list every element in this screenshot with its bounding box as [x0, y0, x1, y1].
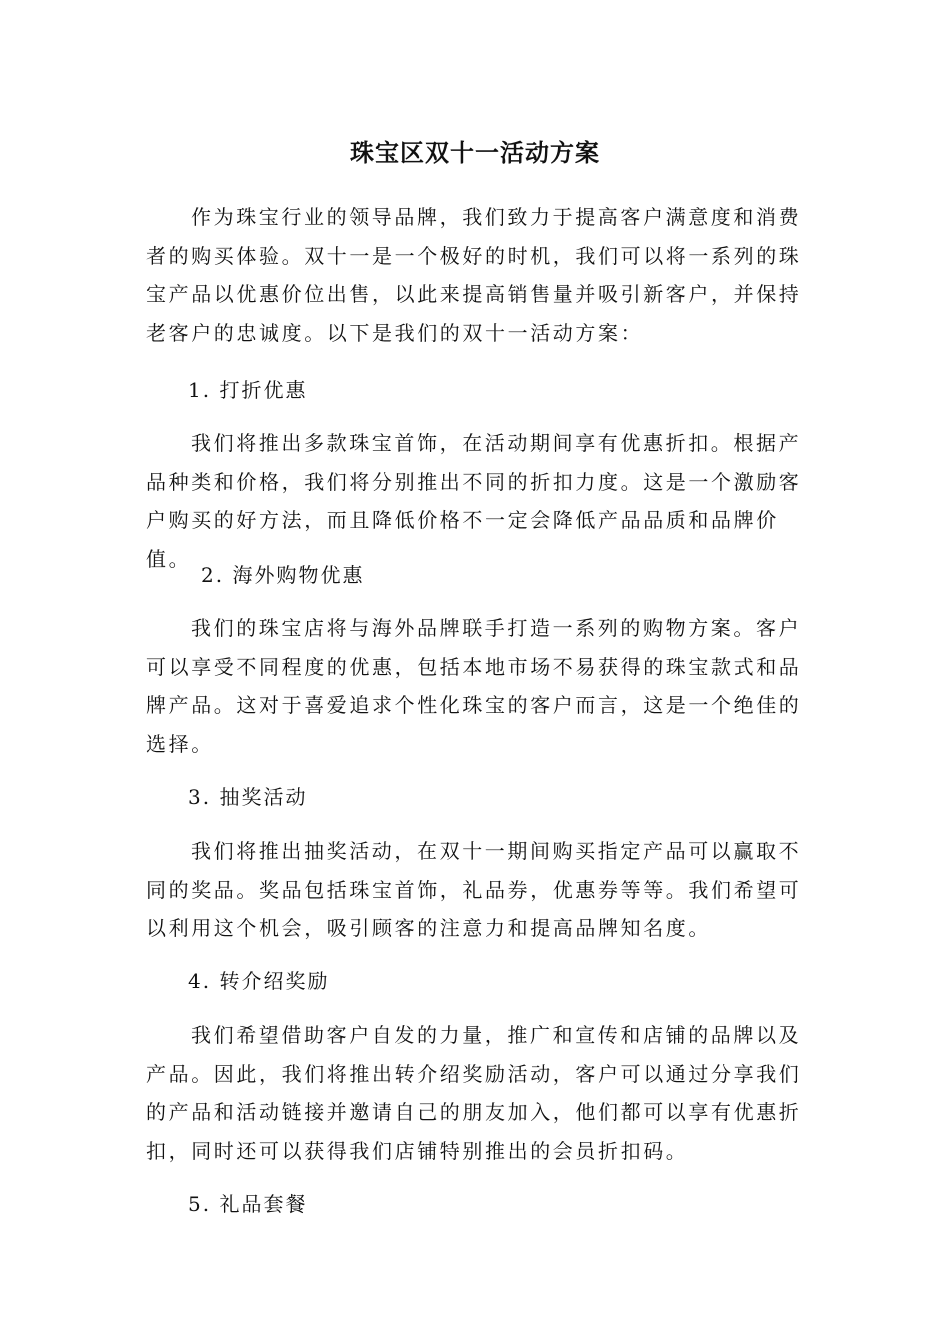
- intro-text: 作为珠宝行业的领导品牌，我们致力于提高客户满意度和消费者的购买体验。双十一是一个极好的时机，我们可以将一系列的珠宝产品以优惠价位出售，以此来提高销售量并吸引新客户，并保持老客户的忠诚度。以下是我们的双十一活动方案：: [146, 205, 802, 345]
- section-heading-gift-package: 5. 礼品套餐: [188, 1192, 308, 1216]
- section-body-discount: [146, 424, 806, 578]
- intro-paragraph: [146, 198, 806, 352]
- section-text: 我们的珠宝店将与海外品牌联手打造一系列的购物方案。客户可以享受不同程度的优惠，包括本地市场不易获得的珠宝款式和品牌产品。这对于喜爱追求个性化珠宝的客户而言，这是一个绝佳的选择。: [146, 616, 802, 756]
- section-body-overseas: [146, 609, 806, 763]
- section-heading-lottery: 3. 抽奖活动: [188, 785, 308, 809]
- section-heading-overseas: 2. 海外购物优惠: [201, 563, 365, 587]
- section-text: 我们希望借助客户自发的力量，推广和宣传和店铺的品牌以及产品。因此，我们将推出转介绍奖励活动，客户可以通过分享我们的产品和活动链接并邀请自己的朋友加入，他们都可以享有优惠折扣，同时还可以获得我们店铺特别推出的会员折扣码。: [146, 1023, 802, 1163]
- section-heading-referral: 4. 转介绍奖励: [188, 969, 330, 993]
- section-text: 我们将推出抽奖活动，在双十一期间购买指定产品可以赢取不同的奖品。奖品包括珠宝首饰，礼品券，优惠券等等。我们希望可以利用这个机会，吸引顾客的注意力和提高品牌知名度。: [146, 839, 802, 940]
- section-text: 我们将推出多款珠宝首饰，在活动期间享有优惠折扣。根据产品种类和价格，我们将分别推出不同的折扣力度。这是一个激励客户购买的好方法，而且降低价格不一定会降低产品品质和品牌价值。: [146, 431, 802, 571]
- section-body-lottery: [146, 832, 806, 948]
- section-body-referral: [146, 1016, 806, 1170]
- section-heading-discount: 1. 打折优惠: [188, 378, 308, 402]
- document-title: 珠宝区双十一活动方案: [350, 139, 600, 167]
